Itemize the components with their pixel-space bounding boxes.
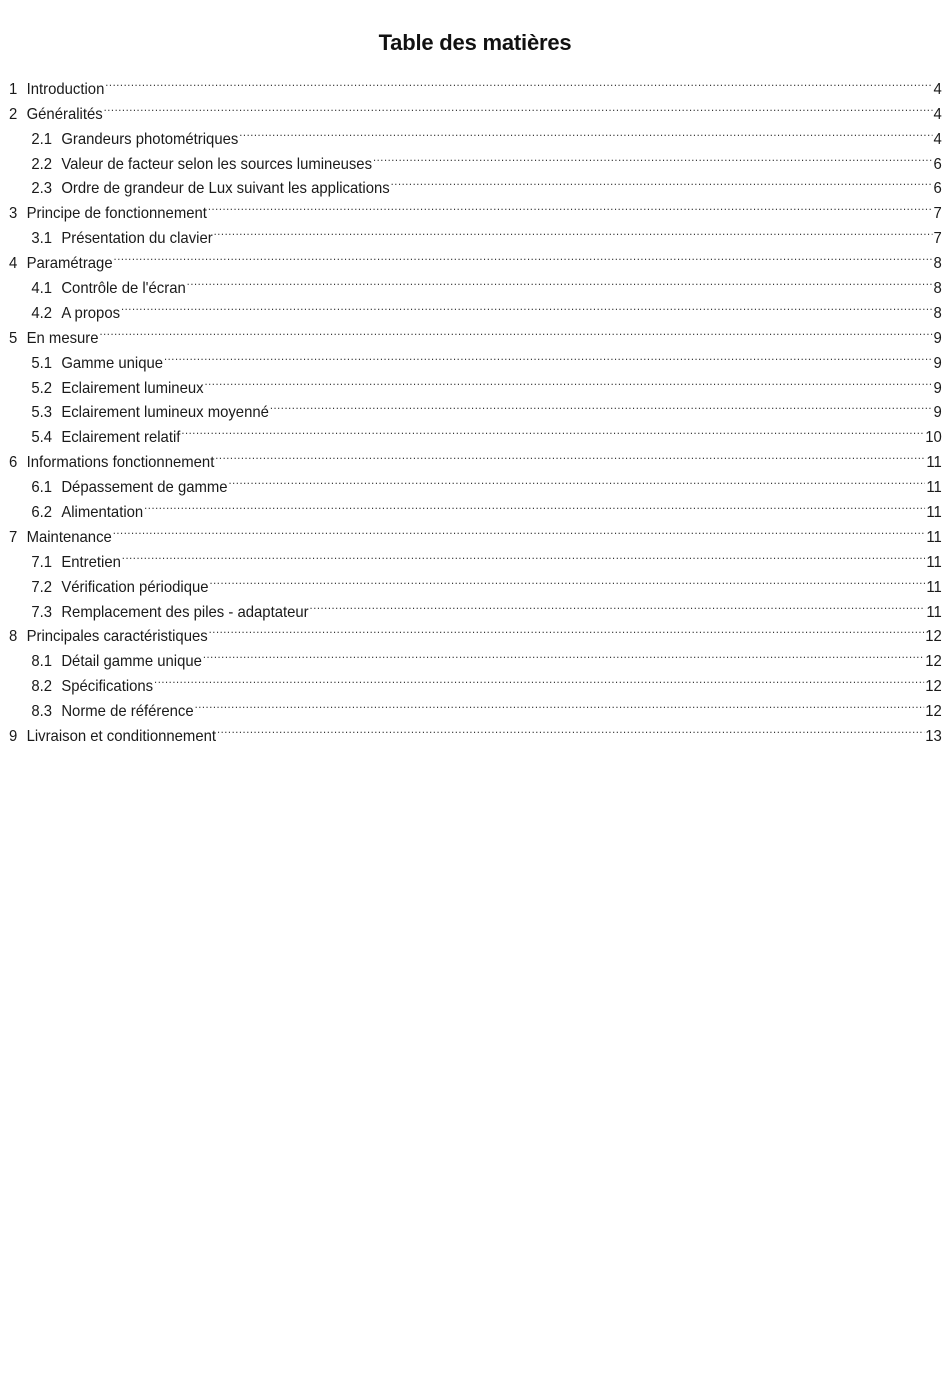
toc-entry-title: Contrôle de l'écran [61, 280, 186, 298]
toc-entry-page-number: 9 [933, 379, 942, 397]
toc-entry-page-number: 11 [926, 504, 942, 522]
toc-entry-number: 5 [9, 329, 18, 347]
toc-entry-title: Paramétrage [26, 255, 113, 273]
toc-entry-number: 4.1 [31, 280, 53, 298]
toc-entry-number: 8.1 [31, 653, 53, 671]
toc-dot-leader [113, 517, 926, 542]
toc-entry-number: 7.2 [31, 578, 53, 596]
toc-entry-page-number: 11 [926, 479, 942, 497]
toc-entry-number: 2.2 [31, 155, 53, 173]
toc-entry-section[interactable] [9, 691, 942, 721]
toc-entry-page-number: 6 [933, 155, 942, 173]
toc-dot-leader [187, 268, 933, 293]
toc-entry-chapter[interactable] [9, 69, 942, 98]
toc-entry-page-number: 10 [925, 429, 942, 447]
toc-dot-leader [105, 69, 932, 94]
toc-entry-number: 4 [9, 255, 18, 273]
toc-entry-chapter[interactable] [9, 617, 942, 646]
toc-entry-page-number: 13 [925, 728, 942, 746]
toc-entry-section[interactable] [9, 268, 942, 298]
toc-entry-page-number: 11 [926, 603, 942, 621]
toc-dot-leader [204, 368, 932, 393]
toc-entry-number: 4.2 [31, 304, 53, 322]
toc-dot-leader [217, 716, 924, 741]
toc-entry-section[interactable] [9, 293, 942, 322]
toc-entry-section[interactable] [9, 368, 942, 397]
toc-entry-page-number: 11 [926, 553, 942, 571]
toc-entry-title: Grandeurs photométriques [61, 130, 239, 148]
toc-entry-number: 8 [9, 628, 18, 646]
toc-entry-number: 5.3 [31, 404, 53, 422]
toc-entry-title: Généralités [26, 105, 103, 123]
toc-entry-section[interactable] [9, 492, 942, 522]
toc-entry-section[interactable] [9, 666, 942, 696]
toc-entry-page-number: 12 [925, 628, 942, 646]
toc-entry-section[interactable] [9, 641, 942, 671]
toc-dot-leader [209, 617, 925, 642]
toc-entry-page-number: 9 [933, 404, 942, 422]
toc-dot-leader [181, 417, 924, 442]
toc-dot-leader [270, 393, 933, 418]
toc-entry-number: 2.1 [31, 130, 53, 148]
toc-entry-page-number: 6 [933, 180, 942, 198]
toc-entry-page-number: 11 [926, 454, 942, 472]
toc-dot-leader [214, 218, 933, 243]
toc-entry-number: 8.2 [31, 678, 53, 696]
toc-entry-chapter[interactable] [9, 318, 942, 347]
toc-entry-title: Valeur de facteur selon les sources lumineuses [61, 155, 373, 173]
toc-dot-leader [373, 144, 933, 169]
toc-entry-number: 7.1 [31, 553, 53, 571]
toc-entry-page-number: 8 [933, 280, 942, 298]
toc-entry-number: 7 [9, 528, 18, 546]
toc-dot-leader [104, 94, 933, 119]
toc-entry-number: 3.1 [31, 230, 53, 248]
toc-entry-number: 7.3 [31, 603, 53, 621]
toc-entry-title: En mesure [26, 329, 99, 347]
toc-entry-title: Entretien [61, 553, 121, 571]
toc-dot-leader [209, 567, 925, 592]
toc-entry-title: Gamme unique [61, 354, 164, 372]
toc-entry-page-number: 8 [933, 255, 942, 273]
toc-entry-section[interactable] [9, 144, 942, 173]
toc-entry-chapter[interactable] [9, 716, 942, 746]
toc-dot-leader [239, 119, 932, 144]
toc-entry-title: Ordre de grandeur de Lux suivant les applications [61, 180, 390, 198]
toc-dot-leader [154, 666, 924, 691]
toc-entry-page-number: 4 [933, 130, 942, 148]
toc-entry-title: Eclairement relatif [61, 429, 181, 447]
toc-entry-page-number: 11 [926, 578, 942, 596]
toc-entry-number: 5.4 [31, 429, 53, 447]
toc-entry-section[interactable] [9, 592, 942, 621]
toc-entry-page-number: 9 [933, 354, 942, 372]
toc-dot-leader [310, 592, 926, 617]
toc-entry-title: Maintenance [26, 528, 112, 546]
toc-dot-leader [195, 691, 925, 716]
toc-entry-title: Présentation du clavier [61, 230, 213, 248]
toc-entry-section[interactable] [9, 343, 942, 372]
toc-entry-title: Alimentation [61, 504, 144, 522]
toc-entry-chapter[interactable] [9, 243, 942, 273]
toc-entry-section[interactable] [9, 119, 942, 148]
toc-entry-title: Principales caractéristiques [26, 628, 208, 646]
toc-entry-page-number: 4 [933, 80, 942, 98]
toc-entry-chapter[interactable] [9, 193, 942, 223]
toc-entry-number: 6.2 [31, 504, 53, 522]
toc-entry-title: Spécifications [61, 678, 154, 696]
toc-entry-page-number: 8 [933, 304, 942, 322]
toc-entry-title: Détail gamme unique [61, 653, 202, 671]
toc-entry-section[interactable] [9, 542, 942, 571]
toc-dot-leader [203, 641, 924, 666]
toc-entry-section[interactable] [9, 393, 942, 422]
toc-title: Table des matières [378, 30, 572, 55]
toc-entry-number: 1 [9, 80, 18, 98]
toc-entry-number: 8.3 [31, 703, 53, 721]
toc-entry-page-number: 12 [925, 678, 942, 696]
toc-entry-chapter[interactable] [9, 517, 942, 546]
toc-entry-number: 2 [9, 105, 18, 123]
toc-entry-page-number: 9 [933, 329, 942, 347]
toc-dot-leader [144, 492, 925, 517]
toc-entry-title: Vérification périodique [61, 578, 209, 596]
toc-dot-leader [164, 343, 933, 368]
toc-dot-leader [122, 542, 926, 567]
toc-entry-number: 6 [9, 454, 18, 472]
toc-dot-leader [228, 467, 925, 492]
toc-entry-section[interactable] [9, 169, 942, 198]
toc-entry-title: Norme de référence [61, 703, 194, 721]
toc-entry-number: 3 [9, 205, 18, 223]
toc-entry-page-number: 12 [925, 653, 942, 671]
toc-entry-number: 5.1 [31, 354, 53, 372]
toc-entry-page-number: 7 [933, 230, 942, 248]
toc-entry-section[interactable] [9, 567, 942, 596]
toc-dot-leader [208, 193, 933, 218]
toc-entry-title: Dépassement de gamme [61, 479, 228, 497]
toc-entry-number: 5.2 [31, 379, 53, 397]
toc-dot-leader [121, 293, 933, 318]
toc-entry-section[interactable] [9, 467, 942, 497]
toc-entry-title: Remplacement des piles - adaptateur [61, 603, 309, 621]
toc-entry-page-number: 12 [925, 703, 942, 721]
toc-entry-chapter[interactable] [9, 94, 942, 123]
toc-dot-leader [99, 318, 932, 343]
toc-entry-title: A propos [61, 304, 121, 322]
toc-entry-number: 2.3 [31, 180, 53, 198]
toc-entry-section[interactable] [9, 417, 942, 447]
toc-entry-title: Livraison et conditionnement [26, 728, 217, 746]
toc-dot-leader [391, 169, 933, 194]
toc-entry-title: Eclairement lumineux moyenné [61, 404, 269, 422]
toc-entry-section[interactable] [9, 218, 942, 248]
toc-list [9, 69, 942, 746]
toc-entry-title: Informations fonctionnement [26, 454, 215, 472]
toc-dot-leader [215, 442, 925, 467]
toc-entry-page-number: 7 [933, 205, 942, 223]
toc-entry-title: Introduction [26, 80, 105, 98]
toc-entry-page-number: 11 [926, 528, 942, 546]
toc-entry-title: Eclairement lumineux [61, 379, 204, 397]
toc-entry-number: 6.1 [31, 479, 53, 497]
toc-entry-chapter[interactable] [9, 442, 942, 472]
toc-dot-leader [114, 243, 933, 268]
toc-entry-page-number: 4 [933, 105, 942, 123]
toc-entry-title: Principe de fonctionnement [26, 205, 207, 223]
toc-entry-number: 9 [9, 728, 18, 746]
